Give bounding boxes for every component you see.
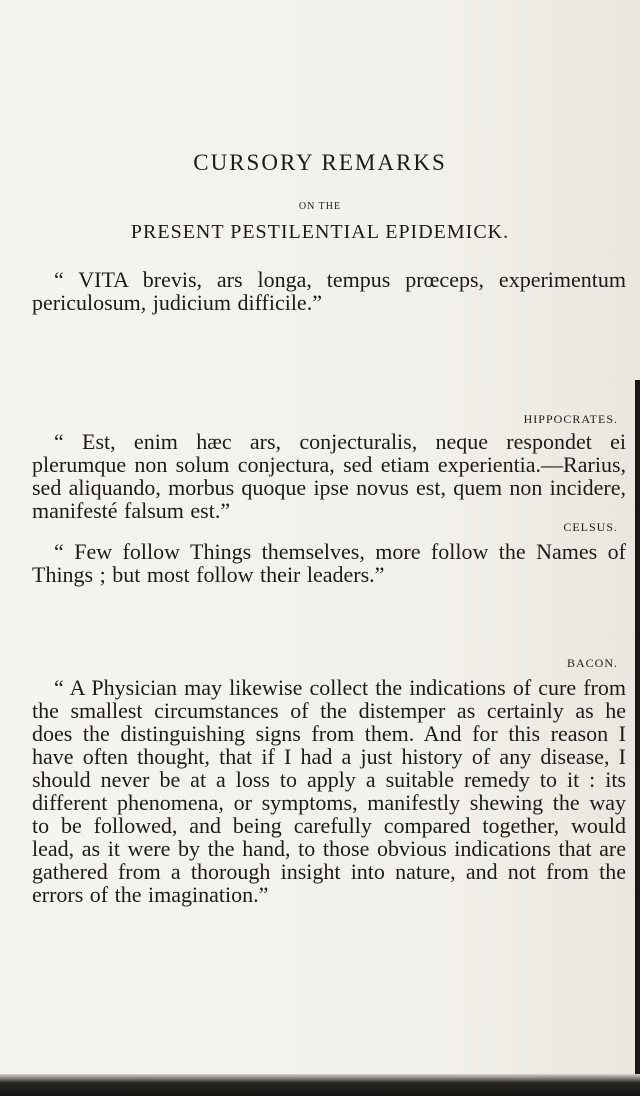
epigraph-sydenham: “ A Physician may likewise collect the indications of cure from the smallest circumstances of the distemper as certainly as he does the distinguishing signs from them. And for this reason I have often thought, that if I had a just history of any disease, I should never be at a loss to apply a suitable remedy to it : its different phenomena, or symptoms, manifestly shewing the way to be followed, and being carefully compared together, would lead, as it were by the hand, to those obvious indications that are gathered from a thorough insight into nature, and not from the errors of the imagination.” xyxy=(32,675,626,907)
epigraph-author-hippocrates: HIPPOCRATES. xyxy=(523,412,618,426)
page-subtitle: PRESENT PESTILENTIAL EPIDEMICK. xyxy=(130,221,510,243)
title-connector: ON THE xyxy=(298,201,342,212)
page-binding-shadow xyxy=(635,380,640,1096)
epigraph-celsus: “ Est, enim hæc ars, conjecturalis, neque respondet ei plerumque non solum conjectura, sed etiam experientia.—Rarius, sed aliquando, morbus quoque ipse novus est, quem non incidere, manifesté falsum est.” xyxy=(32,429,626,523)
epigraph-bacon: “ Few follow Things themselves, more follow the Names of Things ; but most follow their leaders.” xyxy=(32,539,626,587)
page-title: CURSORY REMARKS xyxy=(193,150,447,175)
epigraph-author-celsus: CELSUS. xyxy=(563,520,618,534)
page-bottom-edge xyxy=(0,1074,640,1096)
epigraph-hippocrates: “ VITA brevis, ars longa, tempus prœceps, experimentum periculosum, judicium difficile.” xyxy=(32,267,626,315)
epigraph-author-bacon: BACON. xyxy=(566,656,618,670)
